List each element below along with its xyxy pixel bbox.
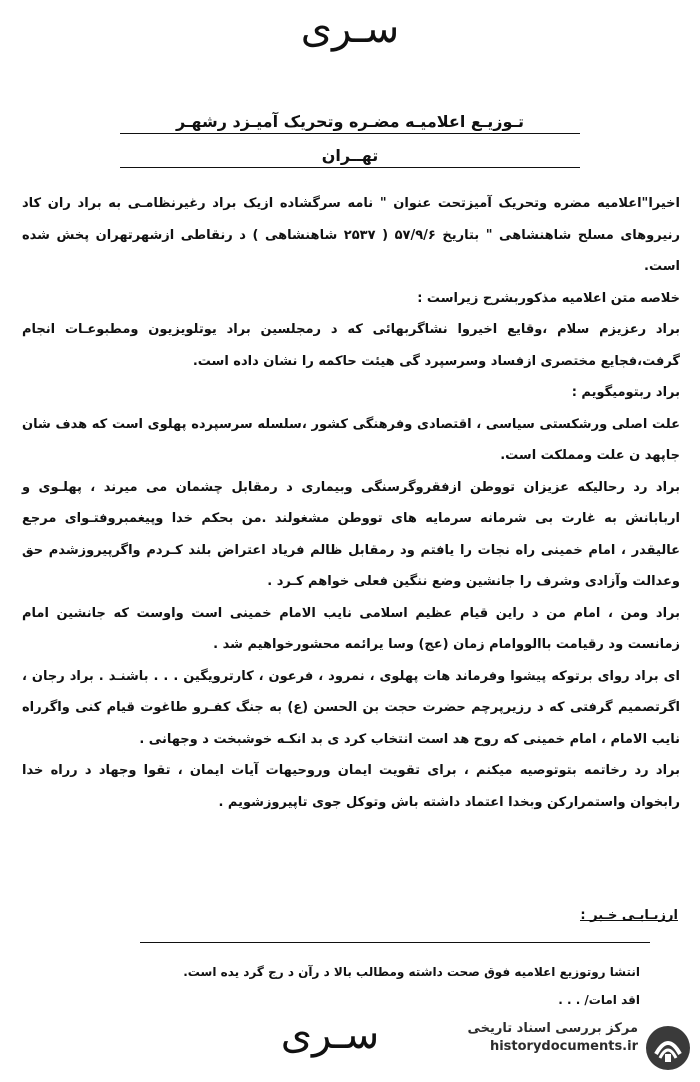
paragraph-4: براد ربتوميگويم :	[571, 385, 680, 400]
watermark-name: مرکز بررسی اسناد تاریخی	[467, 1021, 638, 1036]
watermark	[400, 1016, 700, 1082]
paragraph-8: اى براد رواى برتوکه پيشوا وفرماند هات پهلوى ، نمرود ، فرعون ، کارترويگين . . . باشنـد . براد رجان ، اگرتصميم گرفتى که د رزيرپرچم حضرت حجت بن الحسن (ع) به جنگ کفـرو طاغوت قيام کنى واگرراه نايب الامام ، امام خمينى که روح هد است انتخاب کرد ى بد انکـه خوشبخت د وجهانى .	[22, 668, 680, 747]
classification-top: سـرى	[300, 6, 400, 52]
archive-logo-icon	[644, 1024, 692, 1072]
document-subheading: تهــران	[60, 146, 640, 165]
paragraph-7: براد ومن ، امام من د راين قيام عظيم اسلامى نايب الامام خمينى است واوست که جانشين امام زمانست ود رقيامت باالووامام زمان (عج) وسا يرائمه محشورخواهيم شد .	[22, 605, 680, 652]
footer-notes	[40, 958, 640, 1014]
footer-line-2: اقد امات/ . . .	[558, 993, 640, 1007]
footer-line-1: انتشا روتوزيع اعلاميه فوق صحت داشته ومطالب بالا د رآن د رج گرد يده است.	[183, 965, 640, 979]
divider	[140, 942, 650, 943]
paragraph-9: براد رد رخاتمه بتوتوصيه ميکنم ، براى تقويت ايمان وروحيهات آيات ايمان ، تقوا وجهاد د رراه خدا رابخوان واستمرارکن وبخدا اعتماد داشته باش وتوکل جوى تاپيروزشويم .	[22, 763, 680, 810]
watermark-url: historydocuments.ir	[489, 1039, 638, 1054]
evaluation-label: ارزيـابـى خـبر :	[580, 908, 678, 923]
paragraph-2: خلاصه متن اعلاميه مذکوربشرح زيراست :	[417, 290, 680, 306]
document-body	[22, 188, 680, 818]
paragraph-5: علت اصلى ورشکستى سياسى ، اقتصادى وفرهنگى کشور ،سلسله سرسپرده پهلوى است که هدف شان جاپهد ن علت ومملکت است.	[22, 416, 680, 463]
classification-bottom: سـرى	[280, 1012, 380, 1058]
document-heading: تـوزيـع اعلاميـه مضـره وتحريک آميـزد رشهـر	[60, 112, 640, 131]
paragraph-6: براد رد رحاليکه عزيزان تووطن ازفقروگرسنگى وبيمارى د رمقابل چشمان مى ميرند ، پهلـوى و اربابانش به غارت بى شرمانه سرمايه هاى تووطن مشغولند .من بحکم خدا وپيغمبروفتـواى مرجع عاليقدر ، امام خمينى راه نجات را يافتم ود رمقابل ظالم فرياد اعتراض بلند کـردم واگرپيروزشدم حق وعدالت وآزادى وشرف را جانشين وضع ننگين فعلى خواهم کـرد .	[22, 479, 680, 589]
paragraph-3: براد رعزيزم سلام ،وقايع اخيروا نشاگربهائى که د رمجلسين براد يوتلويزيون ومطبوعـات انجام گرفت،فجايع مختصرى ازفساد وسرسپرد گى هيئت حاکمه را نشان داده است.	[22, 322, 680, 369]
paragraph-1: اخيرا"اعلاميه مضره وتحريک آميزتحت عنوان " نامه سرگشاده ازيک براد رغيرنظامـى به براد ران کاد رنيروهاى مسلح شاهنشاهى " بتاريخ ۵۷/۹/۶ ( ۲۵۳۷ شاهنشاهى ) د رنقاطى ازشهرتهران پخش شده است.	[22, 196, 680, 274]
